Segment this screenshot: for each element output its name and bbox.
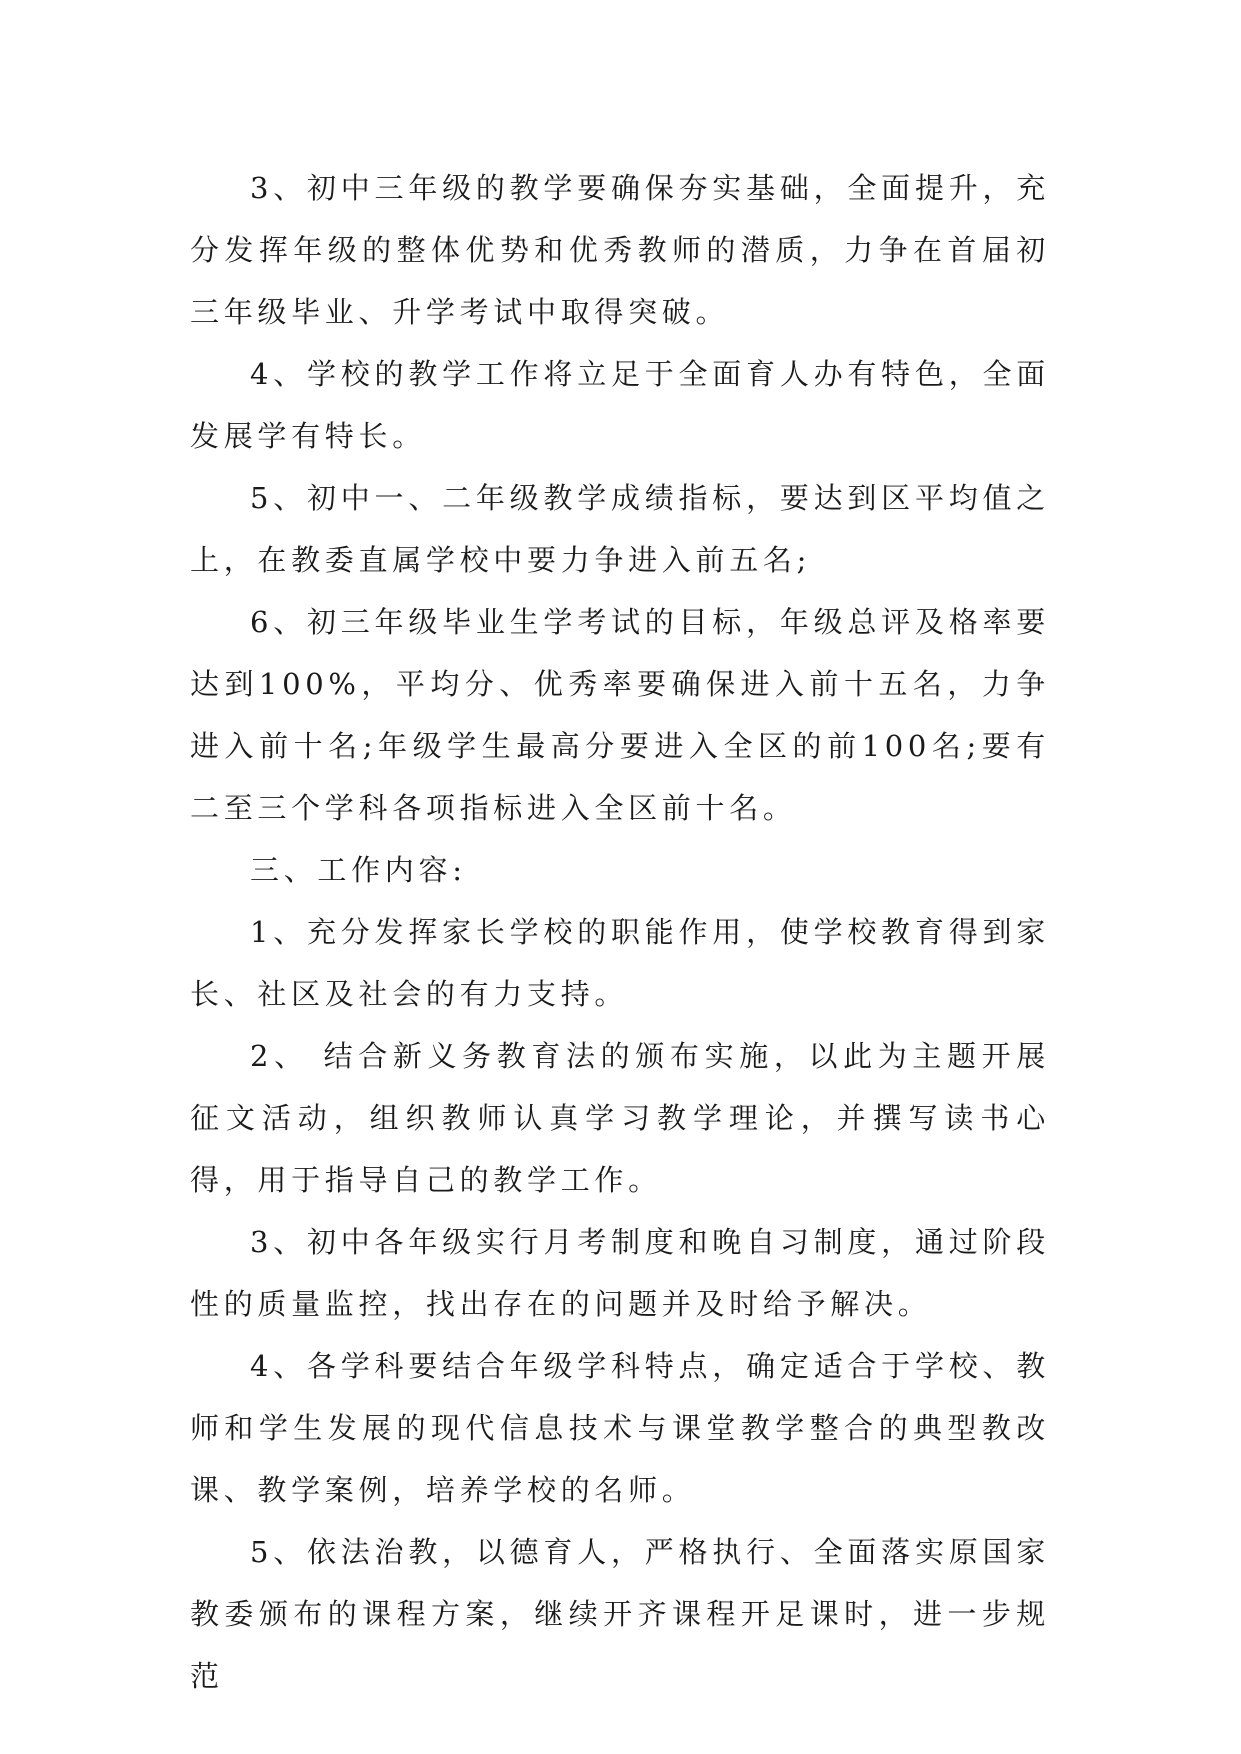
paragraph-target-grade3: 3、初中三年级的教学要确保夯实基础，全面提升，充分发挥年级的整体优势和优秀教师的潜质，力争在首届初三年级毕业、升学考试中取得突破。 xyxy=(190,171,1050,329)
paragraph-content-parent-school: 1、充分发挥家长学校的职能作用，使学校教育得到家长、社区及社会的有力支持。 xyxy=(190,915,1050,1011)
paragraph-target-graduation-exam: 6、初三年级毕业生学考试的目标，年级总评及格率要达到100%，平均分、优秀率要确保进入前十五名，力争进入前十名;年级学生最高分要进入全区的前100名;要有二至三个学科各项指标进入全区前十名。 xyxy=(190,605,1050,825)
paragraph-content-subject-integration: 4、各学科要结合年级学科特点，确定适合于学校、教师和学生发展的现代信息技术与课堂教学整合的典型教改课、教学案例，培养学校的名师。 xyxy=(190,1349,1050,1507)
paragraph-content-essay-activity: 2、 结合新义务教育法的颁布实施，以此为主题开展征文活动，组织教师认真学习教学理论，并撰写读书心得，用于指导自己的教学工作。 xyxy=(190,1039,1050,1197)
paragraph-content-monthly-exam: 3、初中各年级实行月考制度和晚自习制度，通过阶段性的质量监控，找出存在的问题并及时给予解决。 xyxy=(190,1225,1050,1321)
document-body xyxy=(190,157,1050,1707)
paragraph-target-grade1-2: 5、初中一、二年级教学成绩指标，要达到区平均值之上，在教委直属学校中要力争进入前五名; xyxy=(190,481,1050,577)
paragraph-content-curriculum: 5、依法治教，以德育人，严格执行、全面落实原国家教委颁布的课程方案，继续开齐课程开足课时，进一步规范 xyxy=(190,1535,1050,1693)
section-heading-work-content: 三、工作内容: xyxy=(250,853,467,887)
paragraph-target-teaching-work: 4、学校的教学工作将立足于全面育人办有特色，全面发展学有特长。 xyxy=(190,357,1050,453)
